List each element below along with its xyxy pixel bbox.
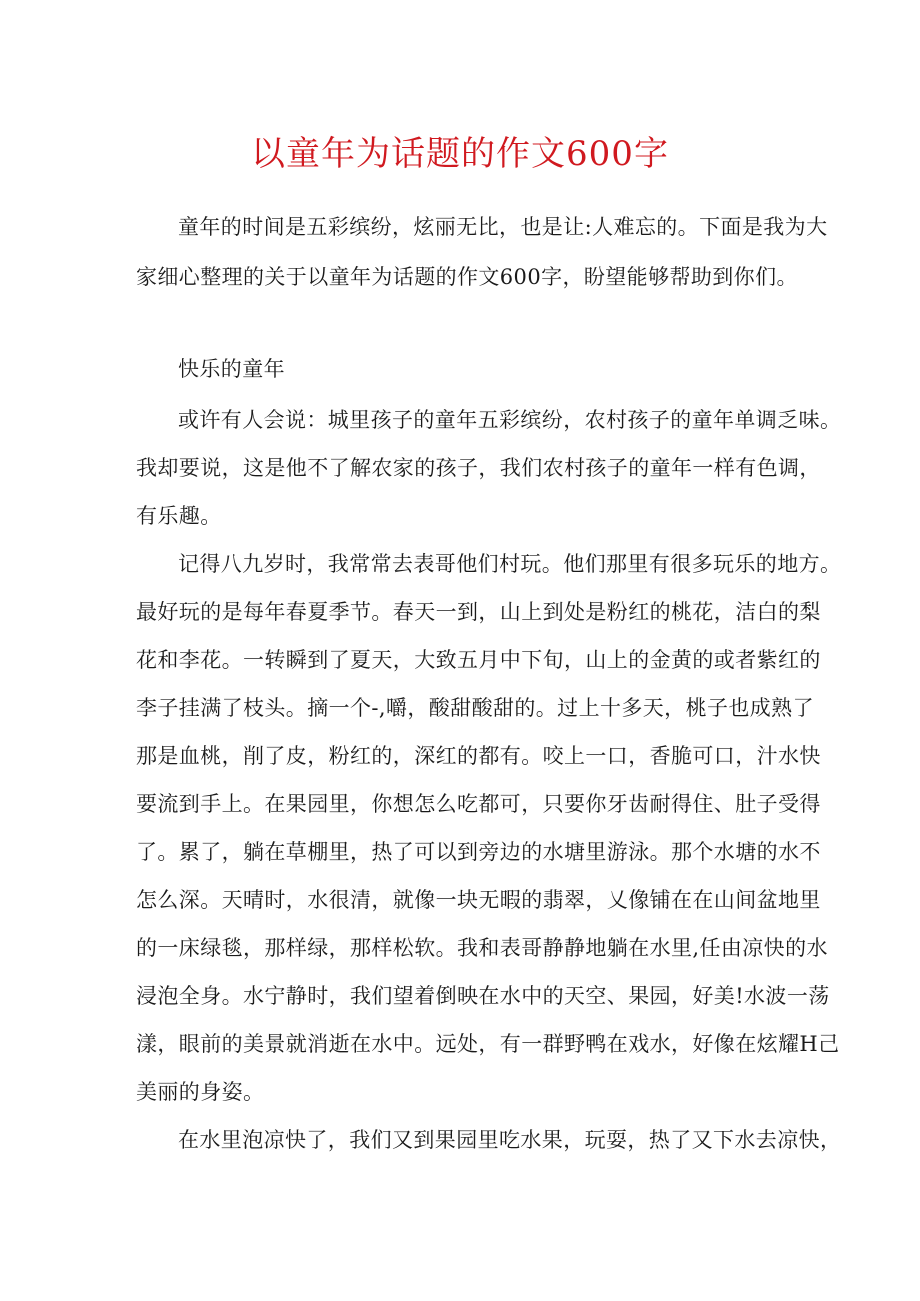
paragraph-2-line-11: 漾，眼前的美景就消逝在水中。远处，有一群野鸭在戏水，好像在炫耀H己 (136, 1032, 840, 1056)
paragraph-1-line-1: 或许有人会说：城里孩子的童年五彩缤纷，农村孩子的童年单调乏味。 (178, 408, 842, 432)
paragraph-2-line-9: 的一床绿毯，那样绿，那样松软。我和表哥静静地躺在水里,任由凉快的水 (136, 936, 828, 960)
intro-line-1: 童年的时间是五彩缤纷，炫丽无比，也是让:人难忘的。下面是我为大 (178, 215, 828, 239)
paragraph-3-line-1: 在水里泡凉快了，我们又到果园里吃水果，玩耍，热了又下水去凉快， (178, 1128, 842, 1152)
section-heading: 快乐的童年 (178, 357, 285, 381)
paragraph-2-line-8: 怎么深。天晴时，水很清，就像一块无暇的翡翠，乂像铺在在山间盆地里 (136, 888, 821, 912)
intro-line-2: 家细心整理的关于以童年为话题的作文600字，盼望能够帮助到你们。 (136, 265, 798, 289)
paragraph-2-line-4: 李子挂满了枝头。摘一个-,嚼，酸甜酸甜的。过上十多天，桃子也成熟了 (136, 696, 814, 720)
paragraph-2-line-10: 浸泡全身。水宁静时，我们望着倒映在水中的天空、果园，好美!水波一荡 (136, 984, 830, 1008)
paragraph-2-line-7: 了。累了，躺在草棚里，热了可以到旁边的水塘里游泳。那个水塘的水不 (136, 840, 821, 864)
paragraph-2-line-2: 最好玩的是每年春夏季节。春天一到，山上到处是粉红的桃花，洁白的梨 (136, 600, 821, 624)
paragraph-2-line-1: 记得八九岁时，我常常去表哥他们村玩。他们那里有很多玩乐的地方。 (178, 552, 842, 576)
paragraph-2-line-12: 美丽的身姿。 (136, 1080, 265, 1104)
paragraph-1-line-2: 我却要说，这是他不了解农家的孩子，我们农村孩子的童年一样有色调， (136, 456, 821, 480)
page-title: 以童年为话题的作文600字 (251, 134, 669, 174)
paragraph-1-line-3: 有乐趣。 (136, 504, 222, 528)
paragraph-2-line-5: 那是血桃，削了皮，粉红的，深红的都有。咬上一口，香脆可口，汁水快 (136, 744, 821, 768)
paragraph-2-line-3: 花和李花。一转瞬到了夏天，大致五月中下旬，山上的金黄的或者紫红的 (136, 648, 821, 672)
paragraph-2-line-6: 要流到手上。在果园里，你想怎么吃都可，只要你牙齿耐得住、肚子受得 (136, 792, 821, 816)
